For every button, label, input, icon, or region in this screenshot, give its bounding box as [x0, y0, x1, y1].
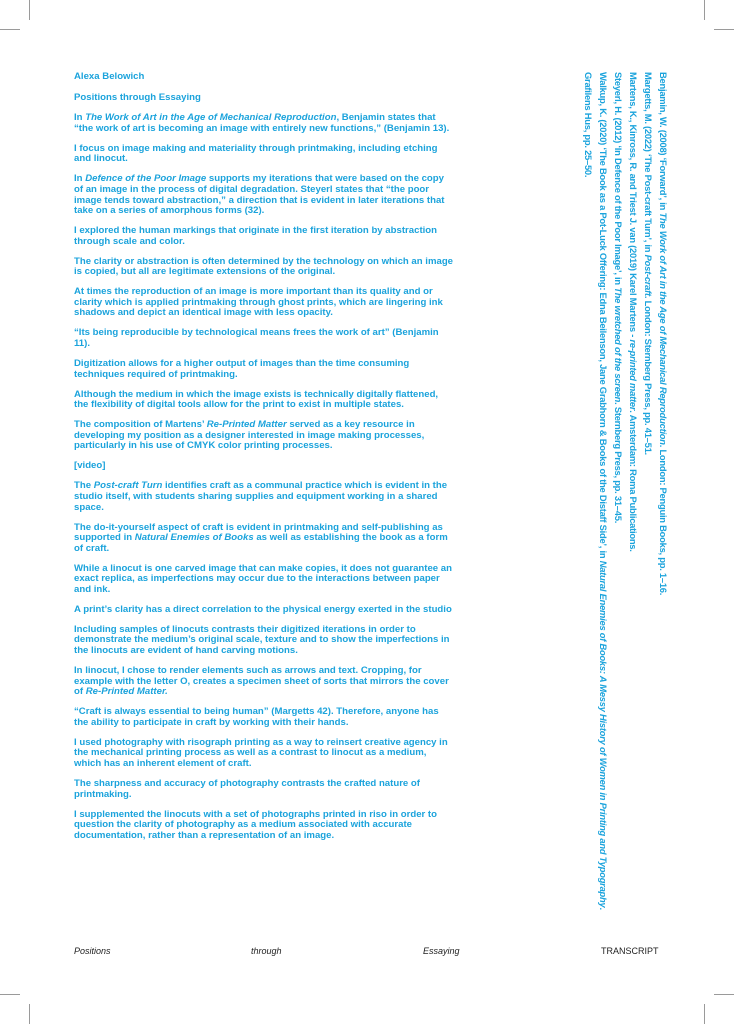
paragraph: A print’s clarity has a direct correlation to the physical energy exerted in the studio: [74, 603, 452, 615]
essay-title: Positions through Essaying: [74, 91, 201, 103]
paragraph: “Its being reproducible by technological means frees the work of art” (Benjamin 11).: [74, 327, 439, 350]
crop-mark: [714, 994, 734, 995]
reference-text: . Sternberg Press, pp. 31–45.: [613, 402, 624, 524]
paragraph: [74, 113, 454, 134]
paragraph-text: as well as establishing the book as a form of craft.: [74, 532, 448, 554]
reference-work-title: The wretched of the screen: [613, 287, 624, 403]
reference-entry: [641, 72, 656, 872]
reference-text: Steyerl, H. (2012) ‘In Defence of the Poor Image’, in: [613, 72, 624, 288]
reference-text: Margetts, M. (2022) ‘The Post-craft Turn’, in: [643, 72, 654, 255]
paragraph-text: In: [74, 112, 86, 124]
paragraph-text: In linocut, I chose to render elements such as arrows and text. Cropping, for example with the letter O, creates a specimen sheet of sorts that mirrors the cover of: [74, 665, 449, 698]
paragraph: [74, 481, 454, 513]
reference-text: Martens, K., Kinross, R. and Triest J. van (2019) Karel Martens -: [628, 72, 639, 340]
paragraph: “Craft is always essential to being human” (Margetts 42). Therefore, anyone has the ability to participate in craft by working with their hands.: [74, 706, 439, 728]
paragraph-text: identifies craft as a communal practice which is evident in the studio itself, with students sharing supplies and equipment working in a shared space.: [74, 480, 448, 513]
reference-text: . Amsterdam: Roma Publications.: [628, 410, 639, 552]
crop-mark: [704, 0, 705, 20]
author-name: Alexa Belowich: [74, 71, 145, 82]
paragraph-list: [74, 113, 454, 841]
crop-mark: [29, 1004, 30, 1024]
paragraph: I focus on image making and materiality through printmaking, including etching and linocut.: [74, 142, 438, 165]
paragraph: The sharpness and accuracy of photography contrasts the crafted nature of printmaking.: [74, 777, 420, 800]
footer-word-positions: Positions: [74, 946, 111, 956]
reference-text: . London: Sternberg Press, pp. 41–51.: [643, 295, 654, 455]
crop-mark: [29, 0, 30, 20]
reference-work-title: re-printed matter: [628, 339, 639, 411]
footer-word-essaying: Essaying: [423, 946, 460, 956]
reference-entry: [611, 72, 626, 872]
reference-entry: Grafilens Hus, pp. 25–50.: [583, 72, 594, 178]
paragraph: [74, 666, 454, 698]
reference-entry: [596, 72, 611, 910]
references-column: [571, 72, 671, 910]
paragraph: [74, 174, 454, 216]
reference-work-title: Natural Enemies of Books: A Messy History of Women in Printing and Typography: [598, 560, 609, 908]
crop-mark: [0, 29, 20, 30]
work-title: The Work of Art in the Age of Mechanical Reproduction: [85, 112, 337, 124]
crop-mark: [704, 1004, 705, 1024]
paragraph: [74, 523, 454, 555]
paragraph: The clarity or abstraction is often determined by the technology on which an image is copied, but all are legitimate extensions of the original.: [74, 255, 454, 278]
paragraph-text: In: [74, 173, 86, 185]
crop-mark: [0, 994, 20, 995]
reference-entry: [656, 72, 671, 872]
paragraph-text: supports my iterations that were based on the copy of an image in the process of digital degradation. Steyerl states that “the poor image tends toward abstraction,” a direction that is evident in later iterations that take on a series of amorphous forms (32).: [74, 173, 445, 217]
essay-body: [74, 72, 454, 851]
paragraph: I used photography with risograph printing as a way to reinsert creative agency in the mechanical printing process as well as a contrast to linocut as a medium, which has an inherent element of craft.: [74, 736, 448, 769]
paragraph-text: The composition of Martens’: [74, 419, 207, 431]
work-title: Post-craft Turn: [93, 480, 163, 492]
paragraph-text: The do-it-yourself aspect of craft is evident in printmaking and self-publishing as supported in: [74, 521, 443, 544]
reference-text: Benjamin, W. (2008) ‘Forward’, in: [658, 72, 669, 213]
reference-text: . London: Penguin Books, pp. 1–16.: [658, 444, 669, 596]
paragraph: I explored the human markings that originate in the first iteration by abstraction through scale and color.: [74, 225, 438, 247]
paragraph-text: , Benjamin states that “the work of art is becoming an image with entirely new functions,” (Benjamin 13).: [74, 112, 450, 134]
paragraph: [74, 420, 454, 452]
work-title: Re-Printed Matter: [206, 419, 287, 431]
paragraph: I supplemented the linocuts with a set of photographs printed in riso in order to question the clarity of photography as a medium associated with accurate documentation, rather than a representation of an image.: [74, 808, 437, 841]
reference-work-title: Post-craft: [643, 254, 654, 296]
page-footer: [0, 946, 734, 960]
paragraph: At times the reproduction of an image is more important than its quality and or clarity which is applied printmaking through ghost prints, which are lingering ink shadows and depict an identical image with less opacity.: [74, 286, 443, 319]
paragraph: Digitization allows for a higher output of images than the time consuming techniques required of printmaking.: [74, 358, 410, 380]
reference-text: Walkup, K. (2020) ‘The Book as a Pot-Luck Offering: Edna Beilenson, Jane Grabhorn & Books of the Distaff Side’, in: [598, 72, 609, 561]
work-title: Re-Printed Matter.: [85, 686, 168, 698]
paragraph: While a linocut is one carved image that can make copies, it does not guarantee an exact replica, as imperfections may occur due to the interactions between paper and ink.: [74, 562, 452, 595]
work-title: Defence of the Poor Image: [85, 173, 207, 185]
paragraph: [video]: [74, 460, 106, 472]
references-list: [571, 72, 671, 910]
crop-mark: [714, 29, 734, 30]
paragraph: Although the medium in which the image exists is technically digitally flattened, the flexibility of digital tools allow for the print to exist in multiple states.: [74, 388, 439, 411]
footer-transcript-label: TRANSCRIPT: [601, 946, 659, 956]
reference-text: .: [598, 907, 609, 910]
paragraph-text: served as a key resource in developing my position as a designer interested in image making processes, particularly in his use of CMYK color printing processes.: [74, 419, 425, 452]
work-title: Natural Enemies of Books: [134, 532, 254, 544]
paragraph-text: The: [74, 480, 94, 492]
reference-entry: [626, 72, 641, 872]
paragraph: Including samples of linocuts contrasts their digitized iterations in order to demonstrate the medium’s original scale, texture and to show the imperfections in the linocuts are evident of hand carving motions.: [74, 623, 450, 657]
footer-word-through: through: [251, 946, 282, 956]
reference-work-title: The Work of Art in the Age of Mechanical Reproduction: [658, 212, 669, 445]
